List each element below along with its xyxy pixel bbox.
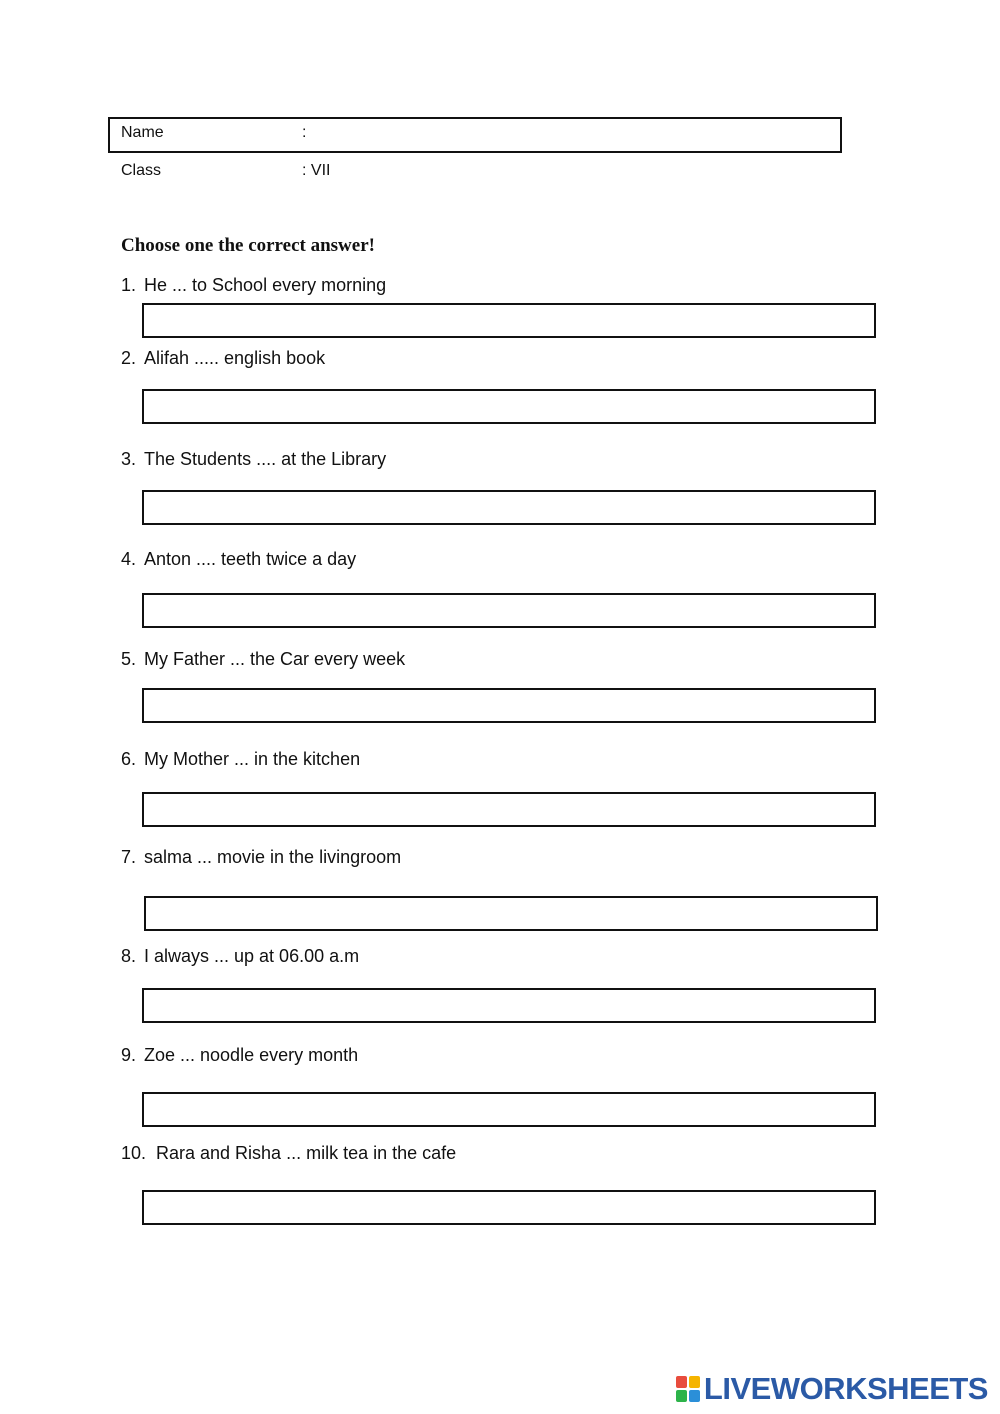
question-text: salma ... movie in the livingroom (144, 847, 402, 867)
answer-input-2[interactable] (142, 389, 876, 424)
question-number: 6. (121, 749, 137, 769)
question-text: Anton .... teeth twice a day (144, 549, 357, 569)
answer-input-7[interactable] (144, 896, 878, 931)
question-10 (121, 1143, 456, 1164)
question-text: Rara and Risha ... milk tea in the cafe (156, 1143, 457, 1163)
question-3 (121, 449, 386, 470)
answer-input-5[interactable] (142, 688, 876, 723)
question-9 (121, 1045, 358, 1066)
question-1 (121, 275, 386, 296)
question-text: He ... to School every morning (144, 275, 387, 295)
question-text: Alifah ..... english book (144, 348, 326, 368)
question-text: Zoe ... noodle every month (144, 1045, 359, 1065)
liveworksheets-logo-text: LIVEWORKSHEETS (703, 1371, 988, 1406)
name-field-box (108, 117, 842, 153)
question-number: 5. (121, 649, 137, 669)
question-6 (121, 749, 360, 770)
question-text: My Mother ... in the kitchen (144, 749, 361, 769)
instructions-heading: Choose one the correct answer! (121, 235, 375, 256)
question-7 (121, 847, 401, 868)
answer-input-3[interactable] (142, 490, 876, 525)
question-text: My Father ... the Car every week (144, 649, 406, 669)
answer-input-10[interactable] (142, 1190, 876, 1225)
question-number: 7. (121, 847, 137, 867)
question-4 (121, 549, 356, 570)
answer-input-4[interactable] (142, 593, 876, 628)
answer-input-1[interactable] (142, 303, 876, 338)
question-number: 2. (121, 348, 137, 368)
name-colon: : (302, 124, 307, 141)
question-2 (121, 348, 325, 369)
question-5 (121, 649, 405, 670)
class-label: Class (121, 162, 162, 179)
answer-input-6[interactable] (142, 792, 876, 827)
question-number: 10. (121, 1143, 147, 1163)
class-value: : VII (302, 162, 331, 179)
question-number: 3. (121, 449, 137, 469)
liveworksheets-logo-icon (676, 1376, 700, 1402)
question-8 (121, 946, 359, 967)
question-number: 8. (121, 946, 137, 966)
question-text: The Students .... at the Library (144, 449, 387, 469)
question-number: 1. (121, 275, 137, 295)
question-text: I always ... up at 06.00 a.m (144, 946, 360, 966)
question-number: 4. (121, 549, 137, 569)
name-label: Name (121, 124, 164, 141)
liveworksheets-brand (676, 1371, 988, 1407)
question-number: 9. (121, 1045, 137, 1065)
answer-input-9[interactable] (142, 1092, 876, 1127)
answer-input-8[interactable] (142, 988, 876, 1023)
